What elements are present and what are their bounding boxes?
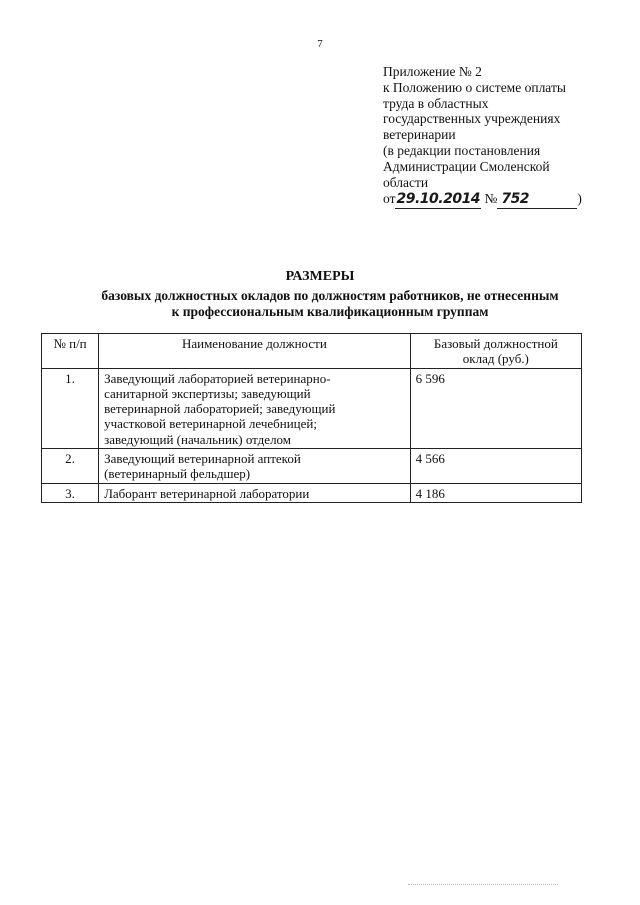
row-name: [99, 368, 411, 448]
header-num: № п/п: [42, 334, 99, 369]
appendix-line: Приложение № 2: [383, 64, 482, 79]
header-salary-line: оклад (руб.): [462, 351, 529, 367]
table-row: [42, 483, 582, 502]
row-name-line: участковой ветеринарной лечебницей;: [104, 416, 317, 432]
row-name-line: Лаборант ветеринарной лаборатории: [104, 485, 310, 501]
appendix-line: к Положению о системе оплаты: [383, 79, 566, 95]
row-num: 3.: [42, 483, 99, 502]
row-num: 1.: [42, 368, 99, 448]
header-salary-line: Базовый должностной: [433, 336, 558, 351]
scan-artifact: [408, 884, 558, 887]
appendix-line: государственных учреждениях: [383, 111, 561, 127]
appendix-date-line: [383, 191, 613, 209]
row-name-line: санитарной экспертизы; заведующий: [104, 385, 311, 401]
row-num: 2.: [42, 449, 99, 484]
subtitle-line: базовых должностных окладов по должностям работников, не отнесенным: [101, 288, 559, 303]
page-number: 7: [317, 38, 323, 50]
header-salary: [410, 334, 581, 369]
table-row: [42, 449, 582, 484]
table-row: [42, 368, 582, 448]
row-name-line: ветеринарной лабораторией; заведующий: [104, 401, 336, 417]
row-name: [99, 483, 411, 502]
appendix-line: области: [383, 174, 429, 190]
header-name: Наименование должности: [99, 334, 411, 369]
row-name-line: Заведующий лабораторией ветеринарно-: [104, 370, 331, 386]
row-name-line: заведующий (начальник) отделом: [104, 431, 292, 447]
row-name-line: Заведующий ветеринарной аптекой: [104, 451, 301, 467]
salary-table: [41, 333, 582, 503]
appendix-line: труда в областных: [383, 95, 489, 111]
handwritten-number: [497, 192, 577, 209]
document-title: РАЗМЕРЫ: [285, 269, 355, 284]
document-subtitle: [60, 288, 600, 319]
number-value: 752: [501, 191, 530, 208]
handwritten-date: 29.10.2014: [396, 191, 481, 208]
row-salary: 6 596: [410, 368, 581, 448]
subtitle-line: к профессиональным квалификационным группам: [171, 303, 489, 319]
closing-paren: ): [577, 191, 582, 207]
date-prefix: от: [383, 191, 396, 207]
row-name: [99, 449, 411, 484]
row-salary: 4 186: [410, 483, 581, 502]
table-header-row: [42, 334, 582, 369]
appendix-block: [383, 64, 613, 209]
row-name-line: (ветеринарный фельдшер): [104, 466, 251, 482]
appendix-line: ветеринарии: [383, 127, 456, 143]
appendix-line: (в редакции постановления: [383, 142, 541, 158]
row-salary: 4 566: [410, 449, 581, 484]
appendix-line: Администрации Смоленской: [383, 158, 550, 174]
number-prefix: №: [484, 191, 498, 207]
